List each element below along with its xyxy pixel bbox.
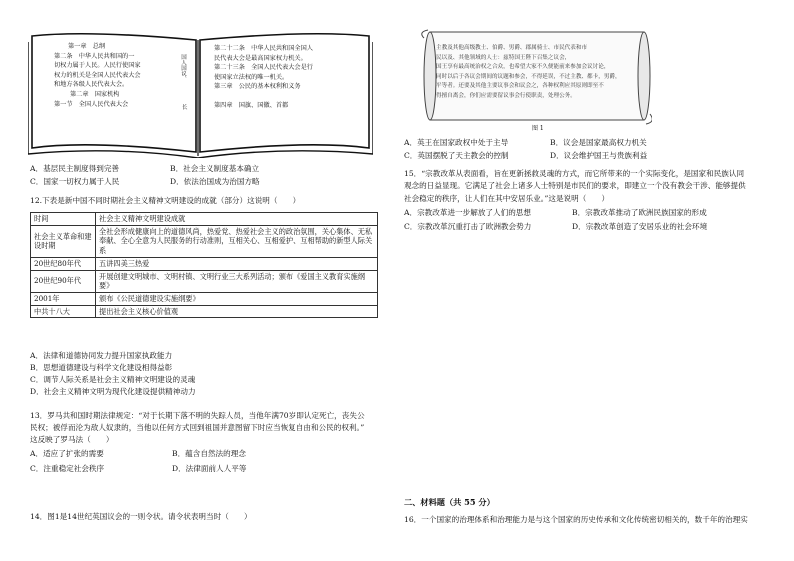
option-a: A．英王在国家政权中处于主导 bbox=[404, 138, 509, 147]
q15 bbox=[404, 168, 746, 233]
q12-table bbox=[30, 212, 378, 318]
q13 bbox=[30, 410, 365, 475]
table-cell: 颁布《公民道德建设实施纲要》 bbox=[96, 293, 378, 306]
book-right-page bbox=[214, 44, 313, 111]
option-d: D．宗教改革创造了安居乐业的社会环境 bbox=[572, 222, 708, 232]
table-cell: 社会主义革命和建设时期 bbox=[31, 225, 96, 257]
q14-stem: 14．图1是14世纪英国议会的一则令状。请令状表明当时（ ） bbox=[30, 512, 252, 521]
table-cell: 中共十八大 bbox=[31, 305, 96, 318]
option-d: D．议会维护国王与贵族利益 bbox=[550, 151, 648, 161]
option-a: A．宗教改革进一步解放了人们的思想 bbox=[404, 207, 531, 217]
book-right-line: 第二十三条 全国人民代表大会是行 bbox=[214, 64, 313, 72]
writ-line: 国王享有最高统治权之合众，也希望大家不久便能前来参加会议讨论， bbox=[436, 64, 610, 70]
option-c: C．调节人际关系是社会主义精神文明建设的灵魂 bbox=[30, 375, 196, 385]
table-cell: 五讲四美三热爱 bbox=[96, 257, 378, 270]
constitution-book-image bbox=[28, 28, 373, 158]
table-cell: 20世纪90年代 bbox=[31, 270, 96, 292]
option-c: C．国家一切权力属于人民 bbox=[30, 177, 120, 187]
q16-stem: 16．一个国家的治理体系和治理能力是与这个国家的历史传承和文化传统密切相关的，数千年的治理实 bbox=[404, 515, 748, 524]
book-left-line: 第二章 国家机构 bbox=[70, 91, 120, 99]
figure-caption: 图 1 bbox=[532, 125, 544, 132]
writ-line: 平等者。还要及其他主要议事会和议会之，各种权利应其原则即至不 bbox=[436, 83, 604, 89]
option-d: D．法律面前人人平等 bbox=[172, 463, 247, 473]
table-header: 社会主义精神文明建设成就 bbox=[96, 213, 378, 226]
book-left-line: 第一章 总纲 bbox=[68, 43, 106, 50]
q12-stem: 12.下表是新中国不同时期社会主义精神文明建设的成就（部分）这说明（ ） bbox=[30, 196, 301, 205]
q15-stem-line: 观念的日益显现。它满足了社会上诸多人士特别是市民们的要求，即建立一个没有教会干涉、能够提供 bbox=[404, 181, 746, 191]
table-row bbox=[31, 225, 378, 257]
q13-stem-line: 民权；被俘而沦为敌人奴隶的，当他以任何方式回到祖国并意图留下时应当恢复自由和公民的权利。” bbox=[30, 423, 365, 433]
writ-line: 主教及其他高级教士、伯爵、男爵、郡属骑士、市民代表和市 bbox=[436, 45, 588, 51]
book-right-line: 民代表大会是最高国家权力机关。 bbox=[214, 54, 307, 62]
table-row bbox=[31, 257, 378, 270]
option-d: D．社会主义精神文明为现代化建设提供精神动力 bbox=[30, 387, 196, 397]
book-right-line: 第三章 公民的基本权利和义务 bbox=[214, 83, 301, 91]
table-row bbox=[31, 293, 378, 306]
option-b: B．蕴含自然法的理念 bbox=[172, 449, 246, 459]
q14-options bbox=[404, 138, 647, 161]
book-left-line: 和地方各级人民代表大会。 bbox=[54, 81, 129, 89]
writ-line: 同时以后于各议会期间的议题和参会，不得延误，不过主教、都卡，男爵， bbox=[436, 73, 621, 80]
book-left-line: 切权力属于人民。人民行使国家 bbox=[54, 62, 141, 70]
option-b: B．议会是国家最高权力机关 bbox=[550, 138, 647, 147]
q13-stem-line: 13．罗马共和国时期法律规定：“对于长期下落不明的失踪人员，当他年满70岁即认定死亡，丧失公 bbox=[30, 411, 365, 420]
option-d: D．依法治国成为治国方略 bbox=[170, 177, 260, 187]
book-right-line: 使国家立法权的唯一机关。 bbox=[214, 73, 289, 81]
book-right-line: 第四章 国旗、国徽、首都 bbox=[214, 102, 289, 110]
q15-stem-line: 社会稳定的秩序，让人们在其中安居乐业。”这是说明（ ） bbox=[404, 193, 610, 203]
table-cell: 提出社会主义核心价值观 bbox=[96, 305, 378, 318]
option-c: C．英国摆脱了天主教会的控制 bbox=[404, 151, 509, 161]
section-title: 二、材料题（共 55 分） bbox=[404, 497, 495, 507]
option-c: C．注重稳定社会秩序 bbox=[30, 463, 105, 473]
q15-stem-line: 15．“宗教改革从表面看，旨在更新拯救灵魂的方式，而它所带来的一个实际变化，是国家和民族认同 bbox=[404, 169, 745, 178]
writ-line: 民以及、其他领域的人士：兹特国王陛下召集之议会， bbox=[436, 54, 571, 61]
table-cell: 全社会形成健康向上的道德风尚，热爱党、热爱社会主义的政治氛围，关心集体、无私奉献、全心全意为人民服务的行动准则，互相关心、互相爱护、互相帮助的新型人际关系 bbox=[96, 225, 378, 257]
table-cell: 2001年 bbox=[31, 293, 96, 306]
writ-line: 得擅自离会，你们应需要留议事会行使职责，处理公务。 bbox=[436, 92, 576, 99]
option-b: B．思想道德建设与科学文化建设相得益彰 bbox=[30, 363, 173, 373]
table-row bbox=[31, 305, 378, 318]
option-a: A．适应了扩张的需要 bbox=[30, 449, 104, 459]
q12-options bbox=[30, 350, 196, 399]
book-left-line: 权力的机关是全国人民代表大会 bbox=[54, 71, 141, 79]
option-a: A．法律和道德协同发力提升国家执政能力 bbox=[30, 351, 173, 360]
book-right-line: 第二十二条 中华人民共和国全国人 bbox=[214, 45, 313, 52]
book-side-note: 国人国议、 bbox=[180, 54, 187, 82]
table-row bbox=[31, 270, 378, 292]
book-left-line: 第一节 全国人民代表大会 bbox=[54, 100, 129, 108]
writ-text bbox=[436, 44, 642, 101]
book-left-line: 第二条 中华人民共和国的一 bbox=[54, 52, 135, 60]
q11-options bbox=[30, 164, 380, 187]
q13-stem-line: 这反映了罗马法（ ） bbox=[30, 435, 114, 445]
option-b: B．社会主义制度基本确立 bbox=[170, 164, 260, 173]
option-b: B．宗教改革推动了欧洲民族国家的形成 bbox=[572, 207, 707, 217]
table-cell: 20世纪80年代 bbox=[31, 257, 96, 270]
book-side-note-2: 长 bbox=[182, 105, 188, 111]
option-c: C．宗教改革沉重打击了欧洲教会势力 bbox=[404, 222, 532, 232]
table-header-row bbox=[31, 213, 378, 226]
option-a: A．基层民主制度得到完善 bbox=[30, 164, 120, 173]
book-left-page bbox=[54, 42, 141, 109]
table-header: 时间 bbox=[31, 213, 96, 226]
table-cell: 开展创建文明城市、文明村镇、文明行业三大系列活动；颁布《爱国主义教育实施纲要》 bbox=[96, 270, 378, 292]
